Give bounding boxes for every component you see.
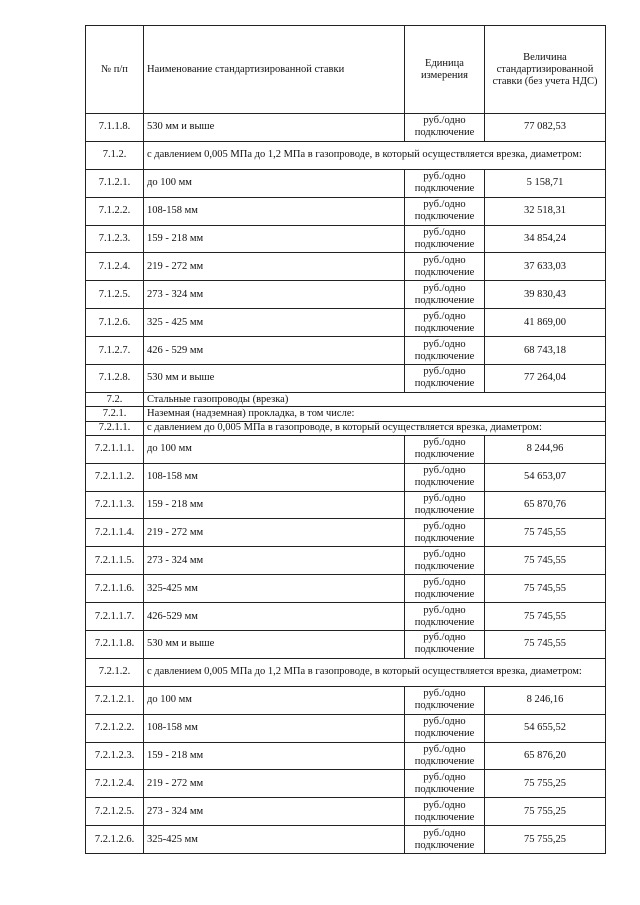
rate-value: 54 655,52 (485, 714, 606, 742)
rate-value: 75 755,25 (485, 770, 606, 798)
unit-line-2: подключение (414, 266, 475, 278)
unit-line-1: руб./одно (423, 254, 466, 266)
rate-value: 8 244,96 (485, 435, 606, 463)
rate-name: 325-425 мм (144, 575, 405, 603)
rate-name: 530 мм и выше (144, 365, 405, 393)
row-number: 7.2.1.2.4. (86, 770, 144, 798)
unit-cell (405, 631, 485, 659)
row-number: 7.1.2.4. (86, 253, 144, 281)
header-rate-value: Величина стандартизированной ставки (без учета НДС) (485, 26, 606, 114)
unit-line-2: подключение (414, 239, 475, 250)
table-row (86, 742, 606, 770)
unit-cell (405, 225, 485, 253)
rate-value: 32 518,31 (485, 197, 606, 225)
unit-line-1: руб./одно (423, 282, 466, 294)
unit-cell (405, 169, 485, 197)
table-row (86, 281, 606, 309)
section-title: Наземная (надземная) прокладка, в том числе: (144, 407, 606, 421)
table-row (86, 547, 606, 575)
rate-name: 108-158 мм (144, 463, 405, 491)
unit-line-2: подключение (414, 449, 475, 461)
unit-cell (405, 491, 485, 519)
rate-name: 219 - 272 мм (144, 519, 405, 547)
row-number: 7.2.1.1.4. (86, 519, 144, 547)
unit-cell (405, 686, 485, 714)
unit-line-2: подключение (414, 211, 475, 223)
unit-cell (405, 281, 485, 309)
row-number: 7.1.2. (86, 141, 144, 169)
rate-name: 325-425 мм (144, 826, 405, 854)
rate-name: до 100 мм (144, 169, 405, 197)
rate-name: 273 - 324 мм (144, 547, 405, 575)
table-row (86, 337, 606, 365)
unit-line-1: руб./одно (423, 632, 466, 644)
table-row (86, 826, 606, 854)
table-row (86, 686, 606, 714)
unit-line-1: руб./одно (423, 437, 466, 449)
unit-line-2: подключение (414, 811, 475, 823)
rate-name: 108-158 мм (144, 197, 405, 225)
unit-line-2: подключение (414, 700, 475, 712)
unit-cell (405, 435, 485, 463)
rate-value: 8 246,16 (485, 686, 606, 714)
unit-line-2: подключение (414, 783, 475, 795)
unit-line-2: подключение (414, 505, 475, 517)
rate-name: 530 мм и выше (144, 114, 405, 142)
unit-line-1: руб./одно (423, 338, 466, 350)
unit-cell (405, 826, 485, 854)
section-title: с давлением 0,005 МПа до 1,2 МПа в газопроводе, в который осуществляется врезка, диаметром: (144, 658, 606, 686)
section-title: с давлением 0,005 МПа до 1,2 МПа в газопроводе, в который осуществляется врезка, диаметром: (144, 141, 606, 169)
header-unit: Единица измерения (405, 26, 485, 114)
unit-line-1: руб./одно (423, 771, 466, 783)
rate-name: 108-158 мм (144, 714, 405, 742)
rate-name: 426 - 529 мм (144, 337, 405, 365)
unit-cell (405, 337, 485, 365)
row-number: 7.2.1.2.1. (86, 686, 144, 714)
row-number: 7.2.1.1.8. (86, 631, 144, 659)
table-row (86, 225, 606, 253)
rate-name: до 100 мм (144, 686, 405, 714)
unit-line-1: руб./одно (423, 827, 466, 839)
unit-cell (405, 770, 485, 798)
table-row (86, 309, 606, 337)
rate-value: 75 745,55 (485, 575, 606, 603)
row-number: 7.2.1.1.2. (86, 463, 144, 491)
section-title: с давлением до 0,005 МПа в газопроводе, в который осуществляется врезка, диаметром: (144, 421, 606, 435)
section-row (86, 141, 606, 169)
unit-line-2: подключение (414, 728, 475, 740)
rate-value: 41 869,00 (485, 309, 606, 337)
table-row (86, 631, 606, 659)
unit-line-2: подключение (414, 560, 475, 572)
row-number: 7.2.1.2. (86, 658, 144, 686)
rate-name: 530 мм и выше (144, 631, 405, 659)
unit-line-2: подключение (414, 477, 475, 489)
unit-cell (405, 575, 485, 603)
unit-line-2: подключение (414, 756, 475, 768)
unit-line-1: руб./одно (423, 716, 466, 728)
row-number: 7.1.2.1. (86, 169, 144, 197)
unit-line-2: подключение (414, 588, 475, 600)
rate-value: 37 633,03 (485, 253, 606, 281)
rate-name: 159 - 218 мм (144, 742, 405, 770)
unit-cell (405, 547, 485, 575)
row-number: 7.2.1.1.1. (86, 435, 144, 463)
unit-line-1: руб./одно (423, 744, 466, 756)
unit-cell (405, 463, 485, 491)
unit-cell (405, 253, 485, 281)
rate-value: 54 653,07 (485, 463, 606, 491)
unit-line-1: руб./одно (423, 115, 466, 127)
rate-name: до 100 мм (144, 435, 405, 463)
unit-line-1: руб./одно (423, 465, 466, 477)
rate-name: 325 - 425 мм (144, 309, 405, 337)
unit-line-1: руб./одно (423, 366, 466, 378)
rate-name: 219 - 272 мм (144, 253, 405, 281)
section-row (86, 392, 606, 406)
table-row (86, 114, 606, 142)
unit-line-2: подключение (414, 839, 475, 851)
rate-value: 75 745,55 (485, 603, 606, 631)
unit-cell (405, 742, 485, 770)
table-row (86, 253, 606, 281)
rates-table (85, 25, 606, 854)
row-number: 7.1.2.5. (86, 281, 144, 309)
unit-line-2: подключение (414, 616, 475, 628)
unit-line-2: подключение (414, 322, 475, 334)
row-number: 7.1.2.7. (86, 337, 144, 365)
table-row (86, 798, 606, 826)
unit-cell (405, 197, 485, 225)
row-number: 7.1.2.8. (86, 365, 144, 393)
unit-line-2: подключение (414, 378, 475, 390)
row-number: 7.2.1.2.2. (86, 714, 144, 742)
header-number: № п/п (86, 26, 144, 114)
section-row (86, 658, 606, 686)
table-row (86, 770, 606, 798)
unit-cell (405, 714, 485, 742)
unit-line-1: руб./одно (423, 604, 466, 616)
rate-value: 77 264,04 (485, 365, 606, 393)
rate-name: 219 - 272 мм (144, 770, 405, 798)
table-row (86, 491, 606, 519)
rate-value: 75 745,55 (485, 631, 606, 659)
unit-line-1: руб./одно (423, 688, 466, 700)
rate-value: 65 876,20 (485, 742, 606, 770)
rate-name: 159 - 218 мм (144, 225, 405, 253)
unit-cell (405, 309, 485, 337)
table-row (86, 575, 606, 603)
section-title: Стальные газопроводы (врезка) (144, 392, 606, 406)
table-row (86, 714, 606, 742)
section-row (86, 407, 606, 421)
row-number: 7.2.1.2.6. (86, 826, 144, 854)
unit-line-2: подключение (414, 294, 475, 306)
unit-line-1: руб./одно (423, 227, 466, 238)
row-number: 7.2. (86, 392, 144, 406)
row-number: 7.2.1. (86, 407, 144, 421)
unit-line-1: руб./одно (423, 576, 466, 588)
row-number: 7.1.1.8. (86, 114, 144, 142)
rate-value: 65 870,76 (485, 491, 606, 519)
unit-line-2: подключение (414, 183, 475, 195)
row-number: 7.2.1.2.3. (86, 742, 144, 770)
unit-line-1: руб./одно (423, 171, 466, 183)
rate-name: 273 - 324 мм (144, 281, 405, 309)
header-rate-name: Наименование стандартизированной ставки (144, 26, 405, 114)
row-number: 7.2.1.1.6. (86, 575, 144, 603)
unit-line-2: подключение (414, 127, 475, 139)
unit-cell (405, 114, 485, 142)
table-row (86, 365, 606, 393)
rate-value: 77 082,53 (485, 114, 606, 142)
unit-cell (405, 365, 485, 393)
table-row (86, 435, 606, 463)
unit-line-2: подключение (414, 644, 475, 656)
unit-line-1: руб./одно (423, 493, 466, 505)
rate-value: 5 158,71 (485, 169, 606, 197)
rate-name: 159 - 218 мм (144, 491, 405, 519)
table-body (86, 114, 606, 854)
table-row (86, 603, 606, 631)
row-number: 7.2.1.1.5. (86, 547, 144, 575)
rate-name: 426-529 мм (144, 603, 405, 631)
unit-line-1: руб./одно (423, 520, 466, 532)
table-header-row (86, 26, 606, 114)
unit-cell (405, 798, 485, 826)
unit-line-1: руб./одно (423, 310, 466, 322)
unit-line-1: руб./одно (423, 199, 466, 211)
row-number: 7.1.2.6. (86, 309, 144, 337)
rate-value: 75 755,25 (485, 798, 606, 826)
unit-line-2: подключение (414, 350, 475, 362)
unit-cell (405, 519, 485, 547)
row-number: 7.1.2.2. (86, 197, 144, 225)
rate-value: 75 745,55 (485, 547, 606, 575)
unit-line-1: руб./одно (423, 799, 466, 811)
rate-value: 75 755,25 (485, 826, 606, 854)
unit-cell (405, 603, 485, 631)
unit-line-2: подключение (414, 532, 475, 544)
row-number: 7.2.1.2.5. (86, 798, 144, 826)
row-number: 7.2.1.1.7. (86, 603, 144, 631)
row-number: 7.1.2.3. (86, 225, 144, 253)
table-row (86, 519, 606, 547)
rate-value: 39 830,43 (485, 281, 606, 309)
rate-value: 34 854,24 (485, 225, 606, 253)
table-row (86, 463, 606, 491)
table-row (86, 169, 606, 197)
row-number: 7.2.1.1. (86, 421, 144, 435)
section-row (86, 421, 606, 435)
unit-line-1: руб./одно (423, 548, 466, 560)
table-row (86, 197, 606, 225)
rate-value: 75 745,55 (485, 519, 606, 547)
rate-name: 273 - 324 мм (144, 798, 405, 826)
row-number: 7.2.1.1.3. (86, 491, 144, 519)
rate-value: 68 743,18 (485, 337, 606, 365)
